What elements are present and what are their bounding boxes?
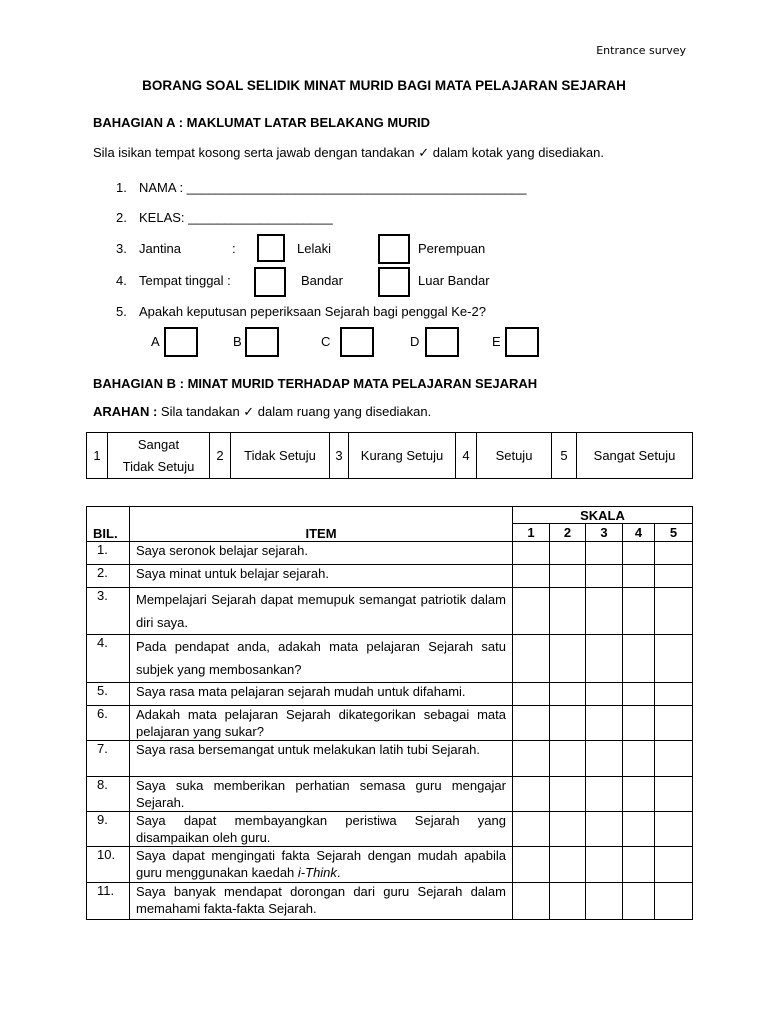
scale-cell-5[interactable] — [655, 635, 693, 683]
table-row — [87, 683, 693, 706]
scale-cell-2[interactable] — [550, 812, 586, 847]
row-item-text: Saya banyak mendapat dorongan dari guru Sejarah dalam memahami fakta-fakta Sejarah. — [130, 883, 513, 920]
scale-cell-1[interactable] — [513, 635, 550, 683]
grade-e-label: E — [492, 334, 501, 349]
row-item-text: Mempelajari Sejarah dapat memupuk semangat patriotik dalam diri saya. — [130, 588, 513, 635]
scale-cell-1[interactable] — [513, 588, 550, 635]
q4-option-luar-bandar: Luar Bandar — [418, 273, 490, 288]
row-number: 2. — [87, 565, 130, 588]
row-item-text: Saya rasa mata pelajaran sejarah mudah untuk difahami. — [130, 683, 513, 706]
q4-number: 4. — [116, 273, 127, 288]
scale-cell-1[interactable] — [513, 812, 550, 847]
q4-label: Tempat tinggal : — [139, 273, 231, 288]
scale-cell-3[interactable] — [586, 635, 623, 683]
table-row — [87, 542, 693, 565]
scale-cell-1[interactable] — [513, 883, 550, 920]
q3-label: Jantina — [139, 241, 181, 256]
skala-col-2: 2 — [550, 524, 586, 542]
q3-option-perempuan: Perempuan — [418, 241, 486, 256]
row-item-text: Saya seronok belajar sejarah. — [130, 542, 513, 565]
scale-cell-3[interactable] — [586, 777, 623, 812]
table-row — [87, 812, 693, 847]
page-title: BORANG SOAL SELIDIK MINAT MURID BAGI MATA PELAJARAN SEJARAH — [142, 78, 626, 93]
scale-cell-4[interactable] — [623, 706, 655, 741]
row-item-text: Adakah mata pelajaran Sejarah dikategorikan sebagai mata pelajaran yang sukar? — [130, 706, 513, 741]
scale-cell-2[interactable] — [550, 847, 586, 883]
scale-cell-3[interactable] — [586, 847, 623, 883]
q3-option-lelaki: Lelaki — [297, 241, 331, 256]
scale-cell-3[interactable] — [586, 565, 623, 588]
scale-label-2: Tidak Setuju — [231, 433, 330, 479]
scale-cell-2[interactable] — [550, 883, 586, 920]
scale-cell-3[interactable] — [586, 812, 623, 847]
scale-cell-4[interactable] — [623, 777, 655, 812]
section-a-heading: BAHAGIAN A : MAKLUMAT LATAR BELAKANG MURID — [93, 115, 430, 130]
scale-cell-2[interactable] — [550, 683, 586, 706]
q2-number: 2. — [116, 210, 127, 225]
row-number: 3. — [87, 588, 130, 635]
row-number: 6. — [87, 706, 130, 741]
scale-cell-4[interactable] — [623, 883, 655, 920]
table-row — [87, 635, 693, 683]
q5-number: 5. — [116, 304, 127, 319]
scale-cell-2[interactable] — [550, 741, 586, 777]
skala-col-1: 1 — [513, 524, 550, 542]
table-row — [87, 588, 693, 635]
scale-label-5: Sangat Setuju — [577, 433, 693, 479]
grade-c-label: C — [321, 334, 331, 349]
col-item: ITEM — [130, 507, 513, 542]
scale-num-4: 4 — [456, 433, 477, 479]
q3-colon: : — [232, 241, 236, 256]
row-number: 1. — [87, 542, 130, 565]
scale-cell-1[interactable] — [513, 683, 550, 706]
scale-cell-5[interactable] — [655, 588, 693, 635]
scale-cell-5[interactable] — [655, 741, 693, 777]
row-number: 8. — [87, 777, 130, 812]
scale-cell-3[interactable] — [586, 706, 623, 741]
scale-cell-4[interactable] — [623, 812, 655, 847]
checkbox-bandar[interactable] — [254, 267, 286, 297]
checkbox-grade-d[interactable] — [425, 327, 459, 357]
scale-cell-4[interactable] — [623, 542, 655, 565]
scale-cell-3[interactable] — [586, 588, 623, 635]
scale-cell-4[interactable] — [623, 847, 655, 883]
scale-num-5: 5 — [552, 433, 577, 479]
scale-cell-5[interactable] — [655, 847, 693, 883]
scale-cell-3[interactable] — [586, 542, 623, 565]
scale-cell-5[interactable] — [655, 706, 693, 741]
row-item-text: Saya suka memberikan perhatian semasa guru mengajar Sejarah. — [130, 777, 513, 812]
checkbox-grade-b[interactable] — [245, 327, 279, 357]
scale-cell-4[interactable] — [623, 588, 655, 635]
grade-b-label: B — [233, 334, 242, 349]
row-number: 5. — [87, 683, 130, 706]
scale-cell-2[interactable] — [550, 542, 586, 565]
scale-cell-3[interactable] — [586, 883, 623, 920]
table-row — [87, 883, 693, 920]
skala-col-4: 4 — [623, 524, 655, 542]
checkbox-perempuan[interactable] — [378, 234, 410, 264]
scale-num-2: 2 — [210, 433, 231, 479]
row-number: 9. — [87, 812, 130, 847]
grade-d-label: D — [410, 334, 420, 349]
scale-cell-5[interactable] — [655, 777, 693, 812]
scale-cell-2[interactable] — [550, 565, 586, 588]
section-b-instruction — [93, 404, 431, 420]
row-number: 10. — [87, 847, 130, 883]
skala-col-3: 3 — [586, 524, 623, 542]
scale-cell-1[interactable] — [513, 777, 550, 812]
q5-label: Apakah keputusan peperiksaan Sejarah bagi penggal Ke-2? — [139, 304, 486, 319]
scale-cell-5[interactable] — [655, 542, 693, 565]
table-row — [87, 706, 693, 741]
scale-label-4: Setuju — [477, 433, 552, 479]
row-number: 4. — [87, 635, 130, 683]
scale-cell-1[interactable] — [513, 542, 550, 565]
scale-cell-2[interactable] — [550, 777, 586, 812]
row-item-text: Pada pendapat anda, adakah mata pelajaran Sejarah satu subjek yang membosankan? — [130, 635, 513, 683]
q4-option-bandar: Bandar — [301, 273, 343, 288]
header-label: Entrance survey — [596, 44, 686, 57]
scale-label-3: Kurang Setuju — [349, 433, 456, 479]
grade-a-label: A — [151, 334, 160, 349]
arahan-label: ARAHAN : — [93, 404, 158, 419]
q1-name-field[interactable]: NAMA : _______________________________________________ — [139, 180, 527, 195]
checkbox-lelaki[interactable] — [257, 234, 285, 262]
survey-table — [86, 506, 693, 920]
scale-cell-5[interactable] — [655, 812, 693, 847]
scale-cell-1[interactable] — [513, 565, 550, 588]
scale-label-1: Sangat Tidak Setuju — [108, 433, 210, 479]
scale-cell-4[interactable] — [623, 635, 655, 683]
scale-cell-1[interactable] — [513, 847, 550, 883]
scale-cell-3[interactable] — [586, 741, 623, 777]
scale-cell-1[interactable] — [513, 706, 550, 741]
section-a-instruction: Sila isikan tempat kosong serta jawab dengan tandakan ✓ dalam kotak yang disediakan. — [93, 145, 604, 160]
scale-cell-5[interactable] — [655, 683, 693, 706]
row-item-text: Saya rasa bersemangat untuk melakukan latih tubi Sejarah. — [130, 741, 513, 777]
checkbox-luar-bandar[interactable] — [378, 267, 410, 297]
row-item-text: Saya dapat membayangkan peristiwa Sejarah yang disampaikan oleh guru. — [130, 812, 513, 847]
checkbox-grade-e[interactable] — [505, 327, 539, 357]
row-number: 7. — [87, 741, 130, 777]
scale-cell-2[interactable] — [550, 635, 586, 683]
table-row — [87, 777, 693, 812]
q3-number: 3. — [116, 241, 127, 256]
table-row — [87, 847, 693, 883]
scale-cell-2[interactable] — [550, 706, 586, 741]
checkbox-grade-a[interactable] — [164, 327, 198, 357]
col-bil: BIL. — [87, 507, 130, 542]
scale-legend — [86, 432, 693, 479]
checkbox-grade-c[interactable] — [340, 327, 374, 357]
row-item-text: Saya minat untuk belajar sejarah. — [130, 565, 513, 588]
scale-cell-2[interactable] — [550, 588, 586, 635]
row-item-text: Saya dapat mengingati fakta Sejarah dengan mudah apabila guru menggunakan kaedah i-Think. — [130, 847, 513, 883]
scale-cell-5[interactable] — [655, 565, 693, 588]
scale-cell-3[interactable] — [586, 683, 623, 706]
skala-col-5: 5 — [655, 524, 693, 542]
table-row — [87, 741, 693, 777]
table-row — [87, 565, 693, 588]
scale-cell-4[interactable] — [623, 683, 655, 706]
scale-cell-1[interactable] — [513, 741, 550, 777]
arahan-text: Sila tandakan ✓ dalam ruang yang disediakan. — [157, 404, 432, 419]
scale-num-3: 3 — [330, 433, 349, 479]
row-number: 11. — [87, 883, 130, 920]
q1-number: 1. — [116, 180, 127, 195]
section-b-heading: BAHAGIAN B : MINAT MURID TERHADAP MATA PELAJARAN SEJARAH — [93, 376, 538, 391]
scale-cell-4[interactable] — [623, 741, 655, 777]
q2-class-field[interactable]: KELAS: ____________________ — [139, 210, 333, 225]
scale-cell-5[interactable] — [655, 883, 693, 920]
col-skala: SKALA — [513, 507, 693, 524]
scale-cell-4[interactable] — [623, 565, 655, 588]
scale-num-1: 1 — [87, 433, 108, 479]
